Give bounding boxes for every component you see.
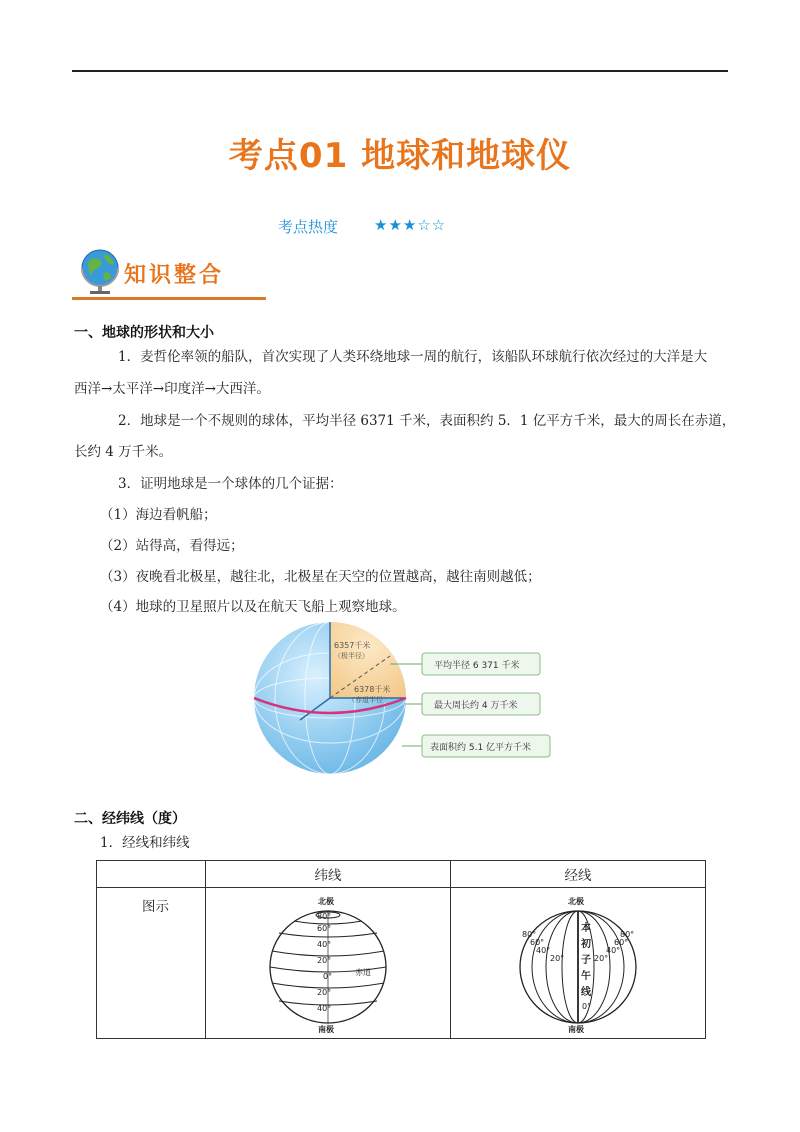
lat-label-0: 0°: [323, 972, 333, 981]
longitude-diagram: [452, 889, 704, 1033]
evidence-1: （1）海边看帆船；: [100, 507, 217, 523]
paragraph-2-line-1: 2．地球是一个不规则的球体，平均半径 6371 千米，表面积约 5．1 亿平方千米，最大的周长在赤道，: [118, 413, 736, 429]
section-banner: [72, 246, 266, 302]
lat-north-pole: 北极: [318, 897, 334, 906]
lon-right-80: 80°: [620, 930, 635, 939]
lon-north-pole: 北极: [568, 897, 584, 906]
paragraph-3: 3．证明地球是一个球体的几个证据：: [118, 476, 343, 492]
earth-size-figure: [250, 620, 560, 776]
lon-left-80: 80°: [522, 930, 537, 939]
prime-char-2: 初: [581, 939, 591, 950]
globe-icon: [78, 246, 124, 296]
heat-label: 考点热度: [278, 218, 339, 236]
equatorial-radius-label: 6378千米: [354, 685, 391, 694]
lon-left-40: 40°: [536, 946, 551, 955]
section1-heading: 一、地球的形状和大小: [74, 325, 214, 341]
lon-right-40: 40°: [606, 946, 621, 955]
lat-label-40: 40°: [317, 940, 332, 949]
row-label: 图示: [142, 899, 169, 915]
latitude-diagram: [207, 889, 449, 1033]
evidence-2: （2）站得高，看得远；: [100, 538, 244, 554]
lat-label-80: 80°: [317, 912, 332, 921]
heat-rating: [278, 216, 447, 237]
lat-equator: 赤道: [355, 968, 371, 977]
prime-char-3: 子: [581, 955, 591, 966]
paragraph-1-line-2: 西洋→太平洋→印度洋→大西洋。: [74, 381, 270, 397]
row-label-cell: [97, 888, 206, 1039]
lon-left-20: 20°: [550, 954, 565, 963]
table-header-latitude: 纬线: [206, 861, 451, 888]
callout-circumference: 最大周长约 4 万千米: [434, 701, 518, 711]
lat-label-60: 60°: [317, 924, 332, 933]
banner-underline: [72, 297, 266, 300]
lat-label-40s: 40°: [317, 1004, 332, 1013]
banner-label: 知识整合: [124, 263, 225, 288]
prime-char-4: 午: [581, 971, 591, 982]
lon-right-60: 60°: [614, 938, 629, 947]
section2-heading: 二、经纬线（度）: [74, 811, 186, 827]
subsection-1: 1．经线和纬线: [100, 835, 190, 851]
prime-char-5: 线: [581, 987, 591, 998]
lon-zero: 0°: [582, 1002, 592, 1011]
polar-radius-label: 6357千米: [334, 641, 371, 650]
latitude-figure-cell: [206, 888, 451, 1039]
evidence-3: （3）夜晚看北极星，越往北，北极星在天空的位置越高，越往南则越低；: [100, 569, 541, 585]
lat-lon-table: [96, 860, 706, 1039]
table-header-longitude: 经线: [451, 861, 706, 888]
evidence-4: （4）地球的卫星照片以及在航天飞船上观察地球。: [100, 599, 406, 615]
table-row: [97, 888, 706, 1039]
lon-right-20: 20°: [594, 954, 609, 963]
top-rule: [72, 70, 728, 72]
paragraph-2-line-2: 长约 4 万千米。: [74, 444, 173, 460]
callout-area: 表面积约 5.1 亿平方千米: [430, 743, 532, 753]
lat-label-20s: 20°: [317, 988, 332, 997]
page-title: 考点01 地球和地球仪: [228, 136, 572, 176]
table-header-empty: [97, 861, 206, 888]
table-header-row: [97, 861, 706, 888]
prime-char-1: 本: [581, 923, 591, 934]
lon-south-pole: 南极: [568, 1025, 584, 1033]
paragraph-1-line-1: 1．麦哲伦率领的船队，首次实现了人类环绕地球一周的航行，该船队环球航行依次经过的大洋是大: [118, 349, 708, 365]
polar-radius-note: （极半径）: [334, 652, 369, 660]
lon-left-60: 60°: [530, 938, 545, 947]
longitude-figure-cell: [451, 888, 706, 1039]
equatorial-radius-note: （赤道半径）: [348, 696, 390, 704]
lat-label-20: 20°: [317, 956, 332, 965]
callout-mean-radius: 平均半径 6 371 千米: [434, 661, 520, 671]
lat-south-pole: 南极: [318, 1025, 334, 1033]
heat-stars: ★★★☆☆: [374, 216, 447, 234]
